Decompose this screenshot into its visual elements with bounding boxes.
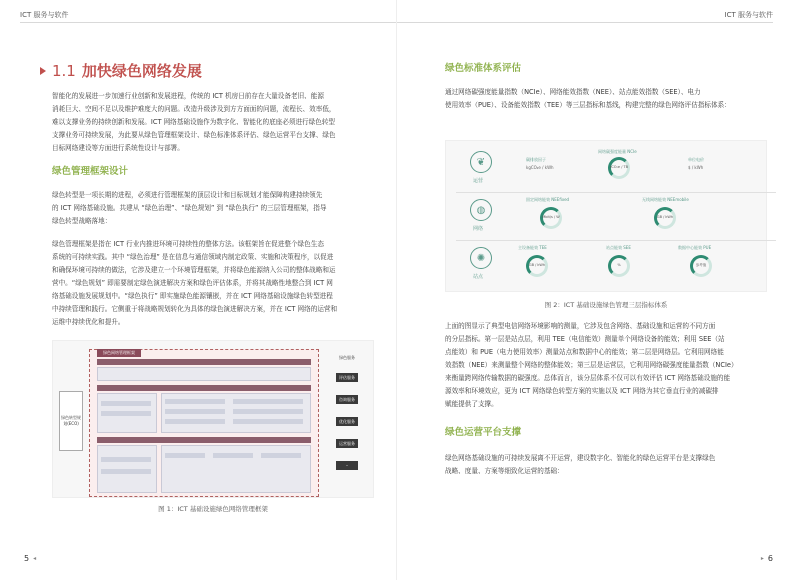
metrics-row-label: 站点: [473, 274, 484, 280]
metric-title: 无线网络能效 NEEmobile: [642, 197, 689, 202]
para-line: 营中。“绿色规划” 即需要制定绿色演进解决方案和绿色评估体系，并将其战略性地整合到 ICT 网: [52, 279, 333, 287]
page-number-text: 5: [24, 554, 30, 563]
running-rule-right: [397, 22, 773, 23]
subsection-title-framework: 绿色管理框架设计: [52, 166, 129, 177]
page-number-left: [24, 554, 36, 563]
para-line: 战略、度量、方案等细致化运营的基础：: [445, 467, 564, 475]
metrics-row-label: 网络: [473, 226, 484, 232]
para-line: 绿色管理框架是指在 ICT 行业内推进环境可持续性的整体方法。该框架旨在促进整个绿色生态: [52, 240, 324, 248]
globe-icon: ◍: [470, 199, 492, 221]
intro-line: 难以支撑业务的持续创新和发展。ICT 网络基础设施作为数字化、智能化的底座必须进行绿色转型: [52, 118, 336, 126]
para-line: 络基础设施发展规划中。“绿色执行” 即实施绿色能源镶嵌，并在 ICT 网络基础设施绿色转型进程: [52, 292, 333, 300]
intro-line: 消耗巨大、空间不足以及维护难度大的问题。改造升级涉及到方方面面的问题，流程长、效率低，: [52, 105, 336, 113]
framework-service-label: 咨询服务: [336, 395, 358, 404]
para-line: 源效率和环境效应，更为 ICT 网络绿色转型方案的实施以及 ICT 网络为其它垂直行业的减碳排: [445, 387, 719, 395]
framework-left-label: 绿色转型规划(ECO): [59, 391, 83, 451]
subsection-title-standards: 绿色标准体系评估: [445, 63, 522, 74]
para-line: 运维中持续优化和提升。: [52, 318, 125, 326]
para-line: 的分层指标。第一层是站点层，利用 TEE（电信能效）测量单个网络设备的能效；利用 SEE（站: [445, 335, 725, 343]
para-line: 使用效率（PUE）、设备能效指数（TEE）等三层指标和基线，构建完整的绿色网络评估指标体系：: [445, 101, 731, 109]
framework-execution-bar: [97, 437, 311, 443]
metric-value: GB / kWh: [656, 215, 674, 219]
page-arrow-icon: ▸: [760, 555, 764, 562]
running-head-left: ICT 服务与软件: [20, 11, 69, 19]
right-page: [397, 0, 793, 580]
standards-paragraph: [445, 86, 767, 112]
para-line: 点能效）和 PUE（电力使用效率）测量站点和数据中心的能效；第二层是网络层。它利用网络能: [445, 348, 724, 356]
para-line: 效指数（NEE）来测量整个网络的整体能效；第三层是运营层，它利用网络碳强度能量指数（NCIe）: [445, 361, 738, 369]
framework-figure: [52, 340, 374, 498]
para-line: 中持续管理和践行。它侧重于将战略规划转化为具体的绿色演进解决方案，并在 ICT 网络的运营和: [52, 305, 338, 313]
framework-paragraph-2: [52, 238, 374, 329]
framework-bar: [233, 419, 303, 424]
figure-2-caption: 图 2：ICT 基础设施绿色管理三层指标体系: [544, 301, 668, 309]
framework-top-label: 绿色网络管理框架: [97, 349, 141, 357]
framework-governance-box: [97, 367, 311, 381]
metric-title: 碳排放因子: [526, 157, 546, 162]
para-line: 赋能提供了支撑。: [445, 400, 498, 408]
metrics-row-divider: [456, 240, 776, 241]
subsection-title-operations: 绿色运营平台支撑: [445, 427, 522, 438]
framework-bar: [233, 399, 303, 404]
metrics-figure: [445, 140, 767, 292]
running-head-right: ICT 服务与软件: [724, 11, 773, 19]
intro-paragraph: [52, 90, 374, 155]
metrics-explanation-paragraph: [445, 320, 767, 411]
framework-bar: [101, 457, 151, 462]
framework-service-label: 优化服务: [336, 417, 358, 426]
metric-value: $ / kWh: [688, 165, 704, 170]
metrics-row-label: 运营: [473, 178, 484, 184]
metrics-row-site: [456, 243, 776, 289]
metrics-row-divider: [456, 192, 776, 193]
framework-bar: [101, 401, 151, 406]
framework-bar: [165, 409, 225, 414]
framework-bar: [165, 453, 205, 458]
framework-bar: [261, 453, 301, 458]
framework-bar: [233, 409, 303, 414]
intro-line: 支撑业务可持续发展，为此要从绿色管理框架设计、绿色标准体系评估、绿色运营平台支撑、绿色: [52, 131, 336, 139]
metric-value: Mbit/s / W: [542, 215, 560, 219]
metric-title: 网络碳强度能量 NCIe: [598, 149, 637, 154]
network-icon: ✺: [470, 247, 492, 269]
framework-bar: [101, 469, 151, 474]
metric-value: tCO₂e / TB: [609, 165, 629, 169]
framework-planning-bar: [97, 385, 311, 391]
framework-bar: [165, 399, 225, 404]
para-line: 通过网络碳强度能量指数（NCIe）、网络能效指数（NEE）、站点能效指数（SEE）、电力: [445, 88, 701, 96]
framework-paragraph-1: [52, 189, 374, 228]
intro-line: 智能化的发展进一步加速行业创新和发展进程，传统的 ICT 机房日前存在大量设备老旧、能源: [52, 92, 324, 100]
metric-title: 单位电价: [688, 157, 704, 162]
page-arrow-icon: ◂: [33, 555, 37, 562]
operations-paragraph: [445, 452, 767, 478]
framework-service-label: 运营服务: [336, 439, 358, 448]
para-line: 绿色转型是一项长期的进程，必须进行管理框架的顶层设计和目标规划才能保障构建持续领先: [52, 191, 323, 199]
figure-1-caption: 图 1：ICT 基础设施绿色网络管理框架: [158, 505, 268, 513]
triangle-bullet-icon: [40, 67, 46, 75]
page-number-text: 6: [767, 554, 773, 563]
metric-title: 主设备能效 TEE: [518, 245, 547, 250]
section-title: [40, 60, 202, 81]
framework-bar: [165, 419, 225, 424]
leaf-icon: ❦: [470, 151, 492, 173]
left-page: [0, 0, 396, 580]
para-line: 绿色转型战略落地：: [52, 217, 112, 225]
para-line: 上面的图显示了典型电信网络环境影响的测量，它涉及包含网络、基础设施和运营的不同方面: [445, 322, 716, 330]
para-line: 的 ICT 网络基础设施。共建从 “绿色治理”、“绿色规划” 到 “绿色执行” 的三层管理框架，指导: [52, 204, 327, 212]
section-title-text: 加快绿色网络发展: [81, 62, 202, 80]
para-line: 绿色网络基础设施的可持续发展离不开运营，建设数字化、智能化的绿色运营平台是支撑绿色: [445, 454, 716, 462]
metric-title: 站点能效 SEE: [606, 245, 631, 250]
framework-governance-bar: [97, 359, 311, 365]
running-rule-left: [20, 22, 396, 23]
metric-value: GB / kWh: [528, 263, 546, 267]
framework-service-label: –: [336, 461, 358, 470]
framework-right-title: 绿色服务: [339, 355, 355, 360]
metric-value: %: [617, 263, 621, 267]
metrics-row-operation: [456, 147, 776, 193]
page-number-right: [761, 554, 773, 563]
para-line: 来衡量跨网络传输数据的碳强度。总体而言，该分层体系不仅可以有效评估 ICT 网络基础设施的能: [445, 374, 731, 382]
metric-title: 数据中心能效 PUE: [678, 245, 712, 250]
framework-service-label: 评估服务: [336, 373, 358, 382]
para-line: 系统的可持续实践。其中 “绿色治理” 是在信息与通信领域内制定政策、实施和决策程序，以促进: [52, 253, 334, 261]
intro-line: 目标网络建设等方面进行系统性设计与部署。: [52, 144, 184, 152]
framework-bar: [213, 453, 253, 458]
framework-bar: [101, 411, 151, 416]
section-number: 1.1: [52, 61, 76, 80]
metrics-row-network: [456, 195, 776, 241]
metric-value: kgCO₂e / kWh: [526, 165, 554, 170]
metric-title: 固定网络能效 NEEfixed: [526, 197, 570, 202]
para-line: 和确保环境可持续的做法，它涉及建立一个环境管理框架，并将绿色能源纳入公司的整体战略和运: [52, 266, 336, 274]
metric-value: 参考值: [695, 263, 707, 267]
